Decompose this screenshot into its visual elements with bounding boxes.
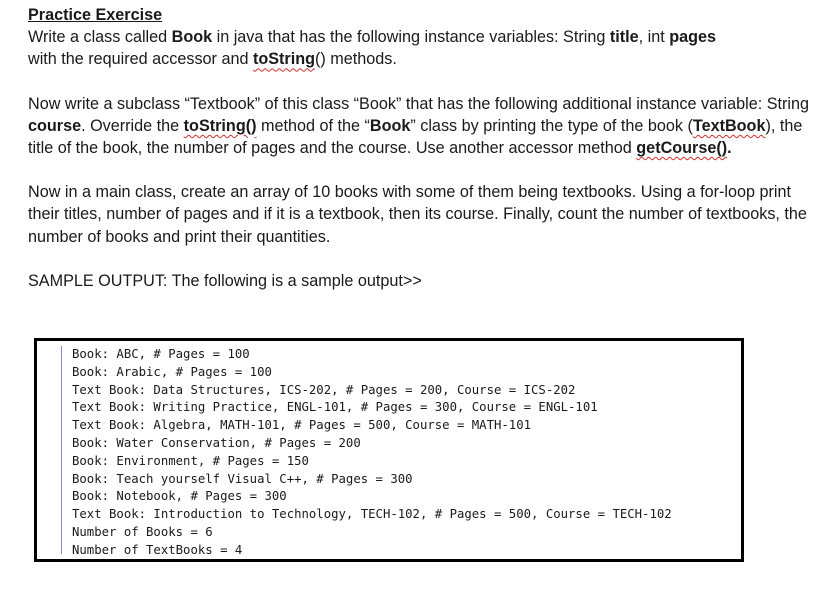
console-line: Text Book: Algebra, MATH-101, # Pages = 500, Course = MATH-101 [72,418,532,433]
para2-bold-course: course [28,116,82,135]
console-line: Book: ABC, # Pages = 100 [72,347,250,361]
document-body [28,4,818,292]
console-output-box [34,338,744,562]
console-line: Text Book: Writing Practice, ENGL-101, # Pages = 300, Course = ENGL-101 [72,400,598,415]
para1-text-5: () methods. [315,50,397,69]
para1-text-4: with the required accessor and [28,50,253,69]
console-line: Text Book: Data Structures, ICS-202, # Pages = 200, Course = ICS-202 [72,382,576,397]
sample-output-label: SAMPLE OUTPUT: The following is a sample output>> [28,271,422,290]
para1-bold-book: Book [171,28,213,47]
console-line: Book: Environment, # Pages = 150 [72,453,309,468]
paragraph-book-class [28,26,818,70]
console-line: Book: Teach yourself Visual C++, # Pages = 300 [72,471,413,486]
spacer [28,248,818,270]
spacer [28,71,818,93]
console-line: Book: Notebook, # Pages = 300 [72,489,287,504]
para2-text-2: . Override the [81,116,184,135]
para1-text-3: , int [638,28,670,47]
para2-bold-tostring: toString() [183,116,257,135]
para1-bold-pages: pages [669,28,716,47]
console-line: Book: Arabic, # Pages = 100 [72,364,272,379]
para1-text-1: Write a class called [28,28,172,47]
para2-bold-textbook: TextBook [692,116,766,135]
console-line: Number of Books = 6 [72,524,213,539]
para1-bold-title: title [609,28,639,47]
console-line: Number of TextBooks = 4 [72,542,243,557]
para2-text-5: ), the title of the book, the number of pages and the course. Use another accessor method [28,116,803,158]
spacer [28,159,818,181]
para2-bold-getcourse: getCourse() [636,139,728,158]
para2-bold-period: . [727,139,732,158]
para1-bold-tostring: toString [252,50,315,69]
para2-text-4: ” class by printing the type of the book ( [410,116,693,135]
para2-bold-book: Book [369,116,411,135]
para2-text-1: Now write a subclass “Textbook” of this class “Book” that has the following additional instance variable: String [28,94,809,113]
paragraph-textbook-subclass [28,93,818,160]
console-output-text [61,346,735,557]
para2-text-3: method of the “ [256,116,370,135]
paragraph-main-class: Now in a main class, create an array of 10 books with some of them being textbooks. Using a for-loop print their titles, number of pages and if it is a textbook, then its course. Finally, count the number of textbooks, the number of books and print their quantities. [28,183,807,246]
exercise-heading: Practice Exercise [28,6,163,24]
console-line: Text Book: Introduction to Technology, TECH-102, # Pages = 500, Course = TECH-102 [72,507,672,522]
para1-text-2: in java that has the following instance variables: String [212,28,610,47]
console-line: Book: Water Conservation, # Pages = 200 [72,435,361,450]
